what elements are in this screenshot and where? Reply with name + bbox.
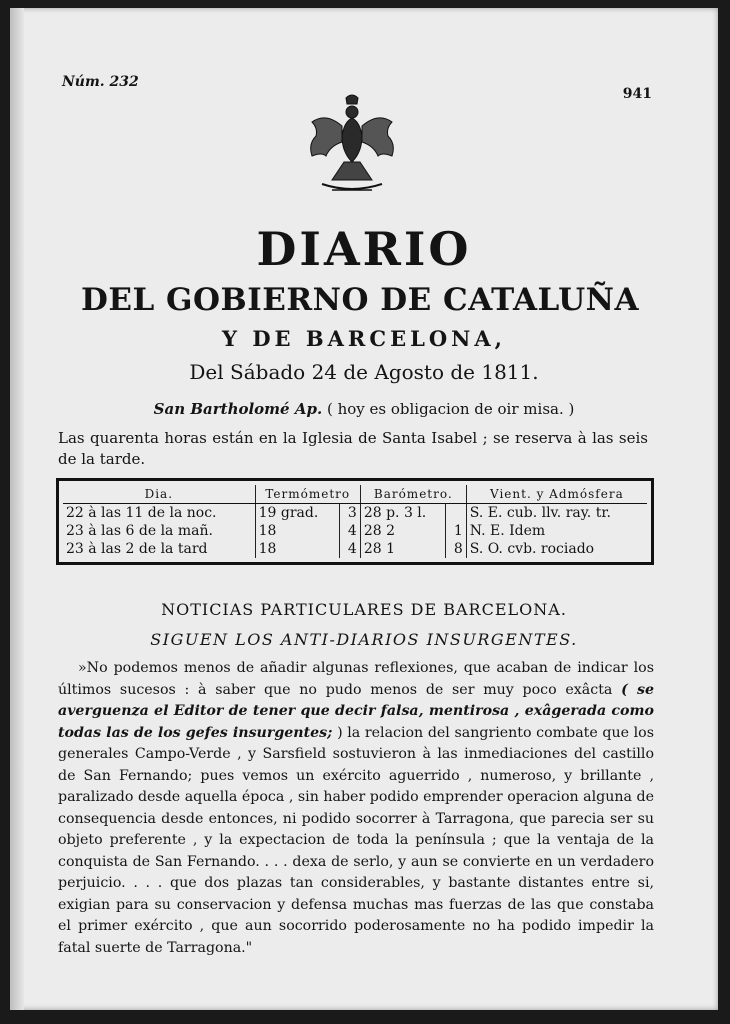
cell-temp-fraction: 3 [339,504,360,523]
cell-temp-fraction: 4 [339,540,360,558]
col-header-thermometer: Termómetro [255,485,360,504]
article-paragraph [58,658,654,959]
cell-day: 23 à las 2 de la tard [66,541,208,557]
cell-temp-fraction: 4 [339,522,360,540]
issue-date: Del Sábado 24 de Agosto de 1811. [189,360,539,384]
weather-table [56,478,654,565]
col-header-day: Dia. [63,485,255,504]
col-header-barometer: Barómetro. [360,485,466,504]
forty-hours-notice: Las quarenta horas están en la Iglesia de Santa Isabel ; se reserva à las seis de la tarde. [58,429,648,468]
cell-baro: 28 2 [360,522,445,540]
cell-baro: 28 p. 3 l. [360,504,445,523]
page-number: 941 [622,86,652,102]
article-text-italic: ( se averguenza el Editor de tener que decir falsa, mentirosa , exâgerada como todas las de los gefes insurgentes; [58,681,654,741]
cell-baro-fraction: 1 [445,522,466,540]
masthead-title: DIARIO [256,222,472,276]
cell-temp: 18 [255,522,339,540]
saint-notice [10,400,718,418]
cell-wind: N. E. Idem [466,522,647,540]
cell-day: 23 à las 6 de la mañ. [66,523,213,539]
page-edge [10,8,24,1010]
table-row [63,522,647,540]
table-row [63,540,647,558]
eagle-emblem-icon [302,90,402,208]
article-text-intro: »No podemos menos de añadir algunas reflexiones, que acaban de indicar los últimos sucesos : à saber que no pudo menos de ser muy poco exâcta [58,660,654,698]
article-body [58,658,654,959]
masthead-city: Y DE BARCELONA, [222,326,506,351]
cell-wind: S. O. cvb. rociado [466,540,647,558]
table-row [63,504,647,523]
cell-temp: 18 [255,540,339,558]
saint-name: San Bartholomé Ap. [153,400,323,418]
newspaper-page [10,8,718,1010]
section-heading: NOTICIAS PARTICULARES DE BARCELONA. [161,600,567,619]
col-header-wind: Vient. y Admósfera [466,485,647,504]
mass-obligation: ( hoy es obligacion de oir misa. ) [326,400,575,418]
cell-baro: 28 1 [360,540,445,558]
masthead-subtitle: DEL GOBIERNO DE CATALUÑA [80,282,640,318]
issue-number: Núm. 232 [62,74,139,90]
cell-baro-fraction [445,504,466,523]
cell-baro-fraction: 8 [445,540,466,558]
cell-wind: S. E. cub. llv. ray. tr. [466,504,647,523]
article-text-main: ) la relacion del sangriento combate que los generales Campo-Verde , y Sarsfield sostuvieron à las inmediaciones del castillo de San Fernando; pues vemos un exército aguerrido , numeroso, y brillante , paralizado desde aquella época , sin haber podido emprender operacion alguna de consequencia desde entonces, ni podido socorrer à Tarragona, que parecia ser su objeto preferente , y la expectacion de toda la península ; que la ventaja de la conquista de San Fernando. . . . dexa de serlo, y aun se convierte en un verdadero perjuicio. . . . que dos plazas tan considerables, y bastante distantes entre si, exigian para su conservacion y defensa muchas mas fuerzas de las que constaba el primer exército , que aun socorrido poderosamente no ha podido impedir la fatal suerte de Tarragona." [58,724,654,956]
article-subheading: SIGUEN LOS ANTI-DIARIOS INSURGENTES. [150,630,578,649]
cell-temp: 19 grad. [255,504,339,523]
cell-day: 22 à las 11 de la noc. [66,505,217,521]
